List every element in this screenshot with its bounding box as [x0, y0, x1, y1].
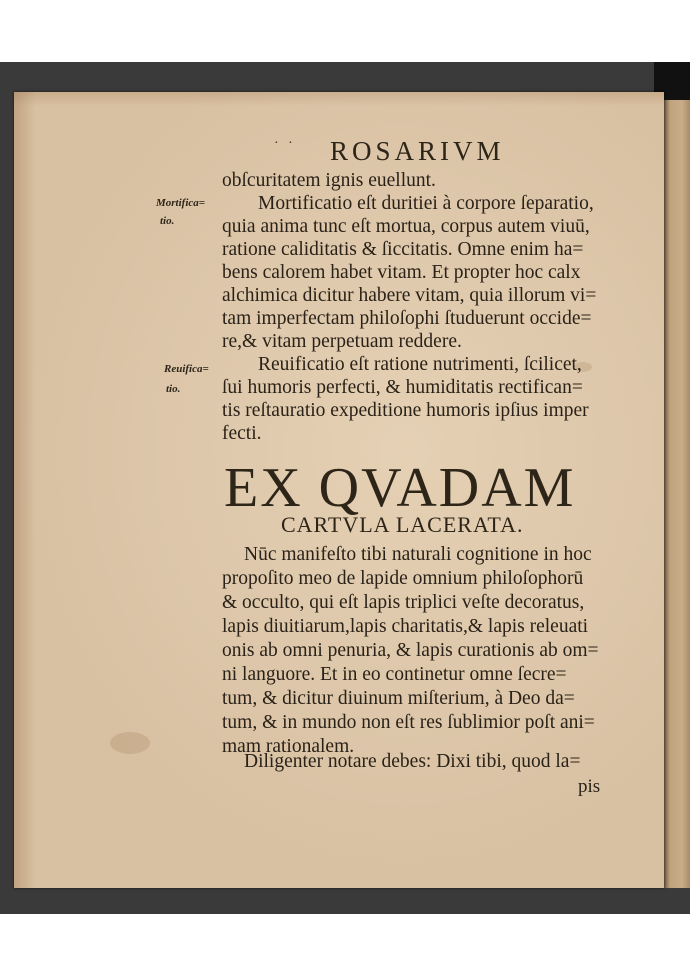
text-line: obſcuritatem ignis euellunt. — [222, 170, 436, 191]
section-title: EX QVADAM — [224, 457, 576, 519]
text-line: tam imperfectam philoſophi ſtuduerunt occide= — [222, 308, 592, 329]
text-line: onis ab omni penuria, & lapis curationis ab om= — [222, 640, 599, 661]
margin-note-reuificatio-1: Reuifica= — [164, 363, 209, 375]
text-line: Mortificatio eſt duritiei à corpore ſeparatio, — [258, 193, 594, 214]
text-line: ni languore. Et in eo continetur omne ſecre= — [222, 664, 567, 685]
running-head: ROSARIVM — [330, 136, 505, 166]
text-line: quia anima tunc eſt mortua, corpus autem viuū, — [222, 216, 590, 237]
text-line: & occulto, qui eſt lapis triplici veſte decoratus, — [222, 592, 585, 613]
text-line: lapis diuitiarum,lapis charitatis,& lapis releuati — [222, 616, 589, 637]
text-line: Nūc manifeſto tibi naturali cognitione in hoc — [244, 544, 592, 565]
stain — [110, 732, 150, 754]
text-line: mam rationalem. — [222, 736, 355, 757]
page-edge-right — [664, 100, 690, 888]
margin-note-reuificatio-2: tio. — [166, 383, 181, 395]
text-line: Reuificatio eſt ratione nutrimenti, ſcilicet, — [258, 354, 582, 375]
text-line: alchimica dicitur habere vitam, quia illorum vi= — [222, 285, 597, 306]
text-line: tum, & in mundo non eſt res ſublimior poſt ani= — [222, 712, 595, 733]
section-subtitle: CARTVLA LACERATA. — [281, 512, 524, 537]
text-line: ſui humoris perfecti, & humiditatis rectifican= — [222, 377, 583, 398]
text-line: fecti. — [222, 423, 262, 444]
text-line: tum, & dicitur diuinum miſterium, à Deo da= — [222, 688, 575, 709]
text-line: propoſito meo de lapide omnium philoſophorū — [222, 568, 584, 589]
text-line: re,& vitam perpetuam reddere. — [222, 331, 462, 352]
running-head-ornament: · · — [274, 136, 296, 151]
text-line: bens calorem habet vitam. Et propter hoc calx — [222, 262, 581, 283]
text-line: ratione caliditatis & ſiccitatis. Omne enim ha= — [222, 239, 584, 260]
text-line: tis reſtauratio expeditione humoris ipſius imper — [222, 400, 589, 421]
margin-note-mortificatio-2: tio. — [160, 215, 175, 227]
text-line: Diligenter notare debes: Dixi tibi, quod la= — [244, 751, 581, 772]
catchword: pis — [578, 776, 601, 797]
margin-note-mortificatio-1: Mortifica= — [156, 197, 206, 209]
